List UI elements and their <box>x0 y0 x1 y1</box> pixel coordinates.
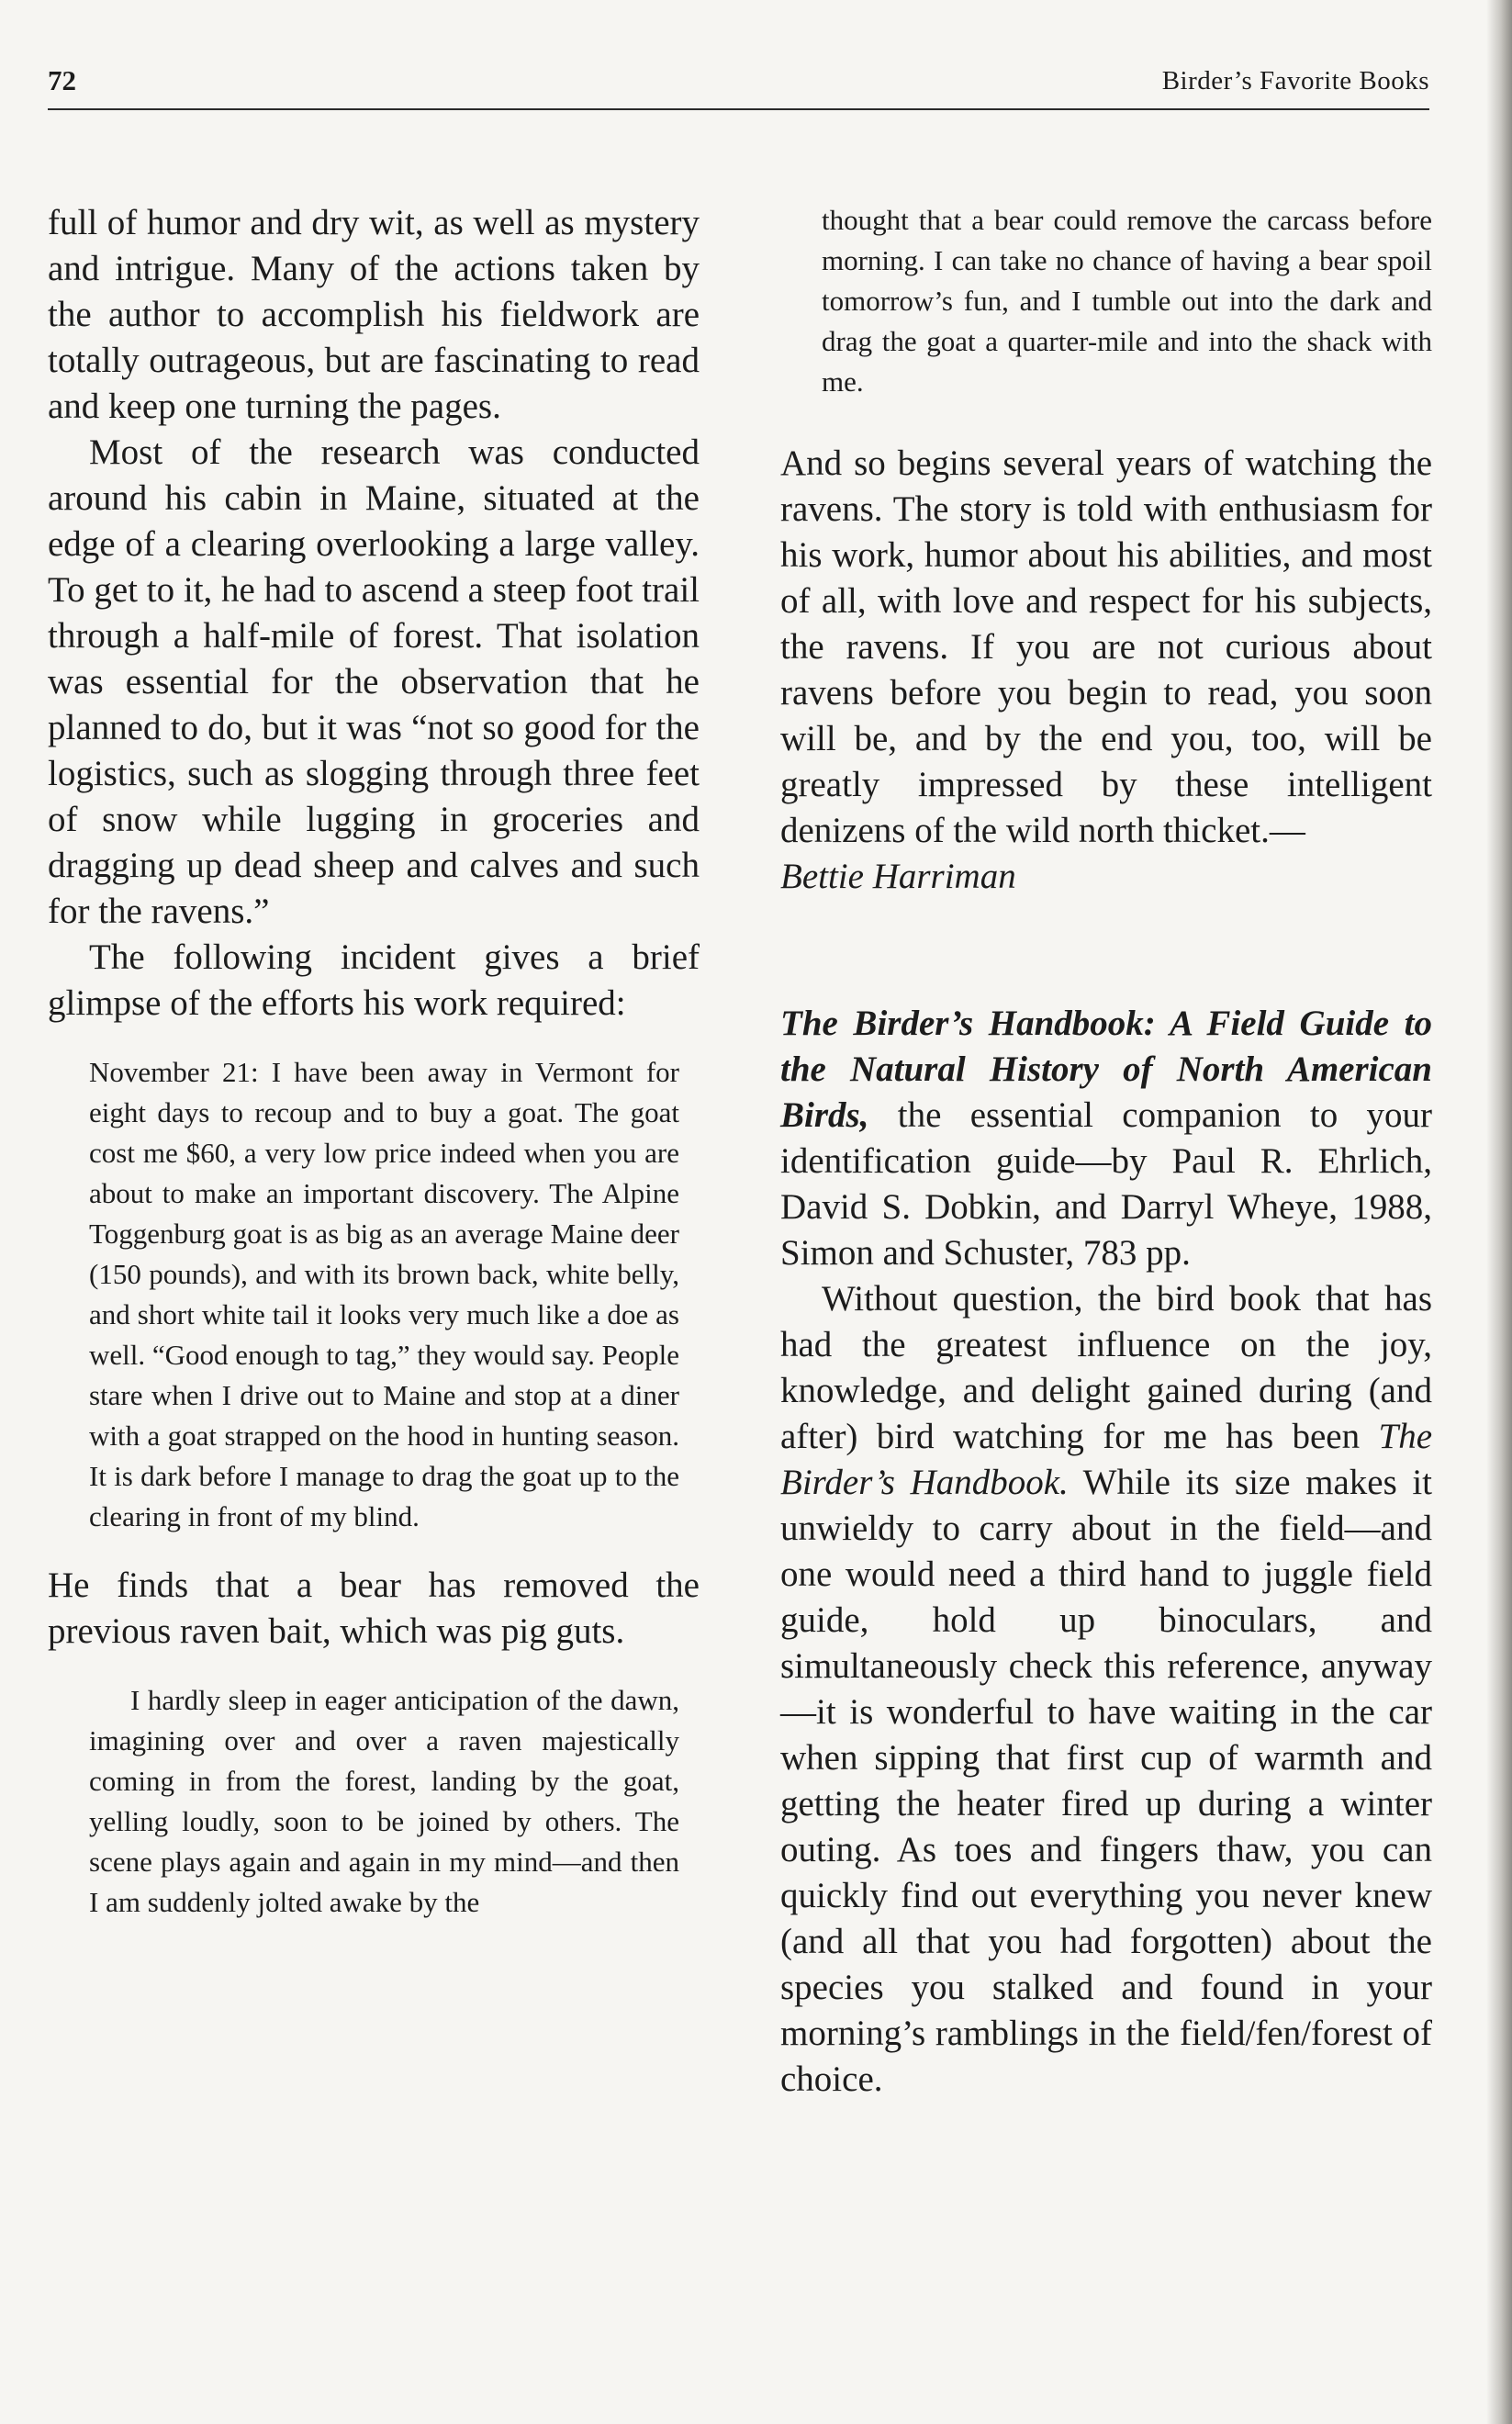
review-book-title: The Birder’s Handbook. <box>780 1417 1432 1502</box>
book-entry-heading <box>780 1001 1432 1276</box>
block-quote: November 21: I have been away in Vermont for eight days to recoup and to buy a goat. The goat cost me $60, a very low price indeed when you are about to make an important discovery. The Alpine Toggenburg goat is as big as an average Maine deer (150 pounds), and with its brown back, white belly, and short white tail it looks very much like a doe as well. “Good enough to tag,” they would say. People stare when I drive out to Maine and stop at a diner with a goat strapped on the hood in hunting season. It is dark before I manage to drag the goat up to the clearing in front of my blind. <box>89 1056 679 1532</box>
paragraph: He finds that a bear has removed the previous raven bait, which was pig guts. <box>48 1566 700 1651</box>
paragraph: full of humor and dry wit, as well as mystery and intrigue. Many of the actions taken by the author to accomplish his fieldwork are totally outrageous, but are fascinating to read and keep one turning the pages. <box>48 203 700 426</box>
review-closing-text: And so begins several years of watching the ravens. The story is told with enthusiasm for his work, humor about his abilities, and most of all, with love and respect for his subjects, the ravens. If you are not curious about ravens before you begin to read, you soon will be, and by the end you, too, will be greatly impressed by these intelligent denizens of the wild north thicket.— <box>780 443 1432 850</box>
block-quote: I hardly sleep in eager anticipation of the dawn, imagining over and over a raven majestically coming in from the forest, landing by the goat, yelling loudly, soon to be joined by others. The scene plays again and again in my mind—and then I am suddenly jolted awake by the <box>89 1684 679 1918</box>
paragraph: Most of the research was conducted around his cabin in Maine, situated at the edge of a clearing overlooking a large valley. To get to it, he had to ascend a steep foot trail through a half-mile of forest. That isolation was essential for the observation that he planned to do, but it was “not so good for the logistics, such as slogging through three feet of snow while lugging in groceries and dragging up dead sheep and calves and such for the ravens.” <box>48 432 700 931</box>
page-number: 72 <box>48 64 76 96</box>
left-column <box>48 200 700 1923</box>
paragraph: The following incident gives a brief glimpse of the efforts his work required: <box>48 937 700 1023</box>
review-paragraph <box>780 1276 1432 2103</box>
book-title: The Birder’s Handbook: A Field Guide to the Natural History of North American Birds, <box>780 1004 1432 1135</box>
block-quote-continued: thought that a bear could remove the carcass before morning. I can take no chance of having a bear spoil tomorrow’s fun, and I tumble out into the dark and drag the goat a quarter-mile and into the shack with me. <box>822 204 1432 398</box>
running-head: Birder’s Favorite Books <box>1161 66 1429 95</box>
review-text-b: While its size makes it unwieldy to carry about in the field—and one would need a third hand to juggle field guide, hold up binoculars, and simultaneously check this reference, anyway—it is wonderful to have waiting in the car when sipping that first cup of warmth and getting the heater fired up during a winter outing. As toes and fingers thaw, you can quickly find out everything you never knew (and all that you had forgotten) about the species you stalked and found in your morning’s ramblings in the field/fen/forest of choice. <box>780 1463 1433 2099</box>
right-column <box>780 200 1432 2103</box>
reviewer-name: Bettie Harriman <box>780 857 1016 896</box>
review-closing-paragraph <box>780 441 1432 900</box>
page-header <box>48 59 1429 110</box>
page-edge-shadow <box>1486 0 1512 2424</box>
book-details: the essential companion to your identification guide—by Paul R. Ehrlich, David S. Dobkin, and Darryl Wheye, 1988, Simon and Schuster, 783 pp. <box>780 1095 1432 1273</box>
review-text-a: Without question, the bird book that has had the greatest influence on the joy, knowledge, and delight gained during (and after) bird watching for me has been <box>780 1279 1432 1456</box>
